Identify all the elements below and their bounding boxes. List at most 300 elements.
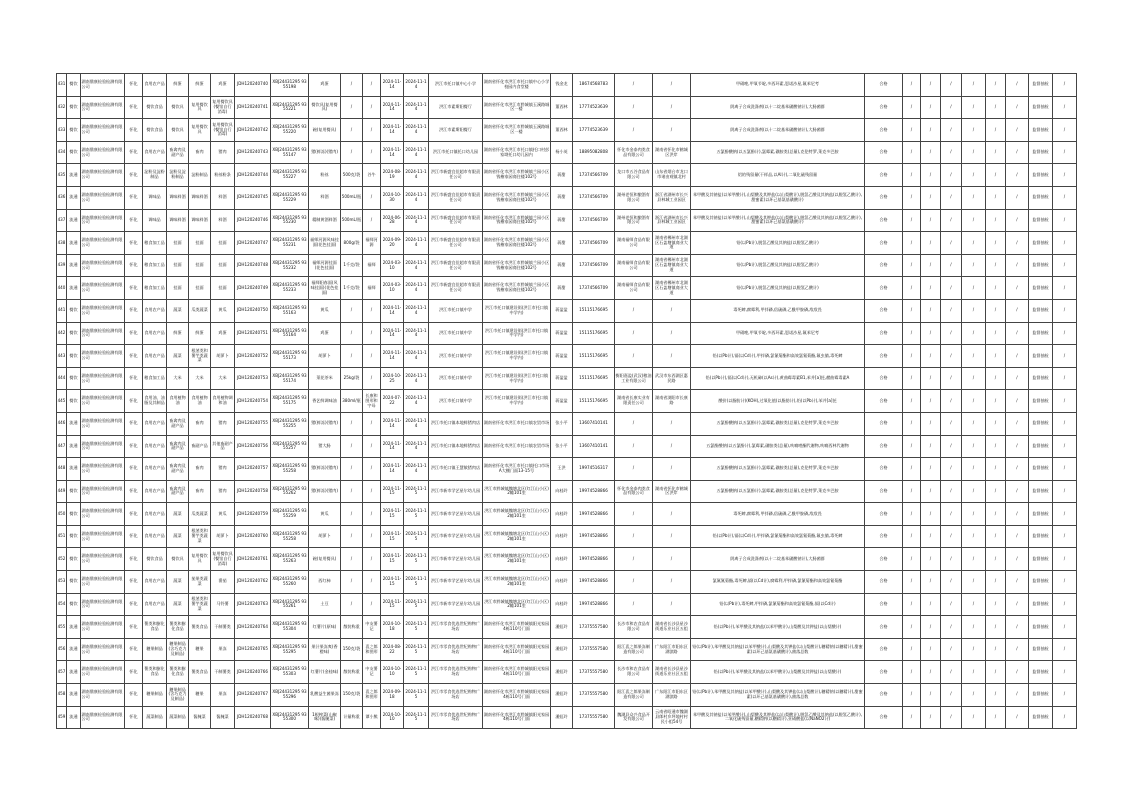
cell-cat2: 蔬菜 bbox=[167, 593, 189, 616]
cell-mfr_addr: 浙江省湖州市长兴县林城工业园区 bbox=[653, 209, 691, 232]
cell-domain: 餐饮 bbox=[67, 345, 81, 368]
cell-cat2: 挂面 bbox=[167, 277, 189, 300]
cell-c29: 监督抽检 bbox=[1029, 232, 1053, 255]
cell-seller_name: 洪江市托口镇王慧敏猪肉店 bbox=[429, 458, 483, 481]
cell-seller_addr: 湖南省怀化市洪江市托口镇农贸市场 bbox=[483, 435, 551, 458]
cell-items: 甲硝唑,甲氧苄啶,多西环素,恩诺沙星,氟苯尼考 bbox=[691, 74, 865, 97]
cell-c28: / bbox=[1006, 345, 1029, 368]
cell-domain: 餐饮 bbox=[67, 480, 81, 503]
cell-result: 合格 bbox=[865, 277, 903, 300]
cell-c28: / bbox=[1006, 638, 1029, 661]
cell-name: 猪肉 bbox=[211, 480, 235, 503]
cell-cat1: 食用农产品 bbox=[143, 74, 167, 97]
cell-cat1: 餐饮食品 bbox=[143, 119, 167, 142]
cell-seller_name: 洪江市素斯阳餐厅 bbox=[429, 96, 483, 119]
cell-spec: 散装称重 bbox=[341, 661, 363, 684]
cell-cat2: 糖果制品(含巧克力及制品) bbox=[167, 638, 189, 661]
cell-task_no: JDH120240766 bbox=[235, 661, 271, 684]
cell-mfr_addr: / bbox=[653, 345, 691, 368]
cell-company: 湖南鼎康检验检测有限公司 bbox=[81, 548, 125, 571]
cell-sample_no: XBJ24431295 9355304 bbox=[271, 616, 309, 639]
cell-phone: 19974528866 bbox=[573, 548, 615, 571]
cell-mfr_addr: 湖南省怀化市鹤城区洪岸 bbox=[653, 141, 691, 164]
cell-items: 阴离子合成洗涤剂(以十二烷基苯磺酸钠计),大肠菌群 bbox=[691, 96, 865, 119]
cell-spec: / bbox=[341, 480, 363, 503]
cell-sample_name: 果汁果冻爽(香橙味) bbox=[309, 638, 341, 661]
cell-contact: 王洪 bbox=[551, 458, 573, 481]
cell-company: 湖南鼎康检验检测有限公司 bbox=[81, 254, 125, 277]
cell-phone: 17375557580 bbox=[573, 661, 615, 684]
cell-c28: / bbox=[1006, 661, 1029, 684]
cell-c29: 监督抽检 bbox=[1029, 435, 1053, 458]
cell-spec: / bbox=[341, 96, 363, 119]
cell-items: 酸价(以脂肪计)(KOH),过氧化值(以脂肪计),铅(以Pb计),苯并[a]芘 bbox=[691, 390, 865, 413]
cell-sample_name: 福师阳春面(风味挂面)(花色挂面) bbox=[309, 277, 341, 300]
cell-phone: 19974528866 bbox=[573, 525, 615, 548]
cell-items: 铅(以Pb计),镉(以Cd计),甲拌磷,氯氰菊酯和高效氯氰菊酯,氟虫腈,毒死蜱 bbox=[691, 525, 865, 548]
cell-mfr_name: / bbox=[615, 96, 653, 119]
table-row bbox=[57, 299, 1077, 322]
cell-contact: 向桂玲 bbox=[551, 503, 573, 526]
cell-phone: 17374566709 bbox=[573, 277, 615, 300]
cell-contact: 潘虹玲 bbox=[551, 706, 573, 729]
table-row bbox=[57, 706, 1077, 729]
table-row bbox=[57, 277, 1077, 300]
cell-spec: / bbox=[341, 299, 363, 322]
cell-company: 湖南鼎康检验检测有限公司 bbox=[81, 593, 125, 616]
cell-mfr_name: 阳江喜之郎果冻制造有限公司 bbox=[615, 684, 653, 707]
cell-c24: / bbox=[921, 254, 941, 277]
cell-sampler: 怀化 bbox=[125, 503, 143, 526]
cell-check_date: 2024-11-14 bbox=[404, 412, 429, 435]
cell-c28: / bbox=[1006, 571, 1029, 594]
cell-sample_name: 鸡蛋 bbox=[309, 74, 341, 97]
cell-prod_date: 2024-10-30 bbox=[381, 186, 404, 209]
cell-cat2: 淀粉及淀粉制品 bbox=[167, 164, 189, 187]
cell-spec: 散装称重 bbox=[341, 616, 363, 639]
cell-contact: 蒋甜 bbox=[551, 209, 573, 232]
cell-items: 铅(以Pb计),苯甲酸及其钠盐(以苯甲酸计),山梨酸及其钾盐(以山梨酸计),糖精钠(以糖精计),甜蜜素(以环己基氨基磺酸计),菌落总数 bbox=[691, 638, 865, 661]
cell-cat2: 餐饮具 bbox=[167, 96, 189, 119]
cell-domain: 餐饮 bbox=[67, 322, 81, 345]
cell-sample_no: XBJ24431295 9355232 bbox=[271, 254, 309, 277]
cell-domain: 餐饮 bbox=[67, 96, 81, 119]
cell-c27: / bbox=[986, 254, 1006, 277]
cell-c30: / bbox=[1053, 525, 1077, 548]
cell-cat1: 食用农产品 bbox=[143, 299, 167, 322]
cell-name: 挂面 bbox=[211, 277, 235, 300]
cell-seq: 456 bbox=[57, 638, 67, 661]
cell-cat1: 调味品 bbox=[143, 186, 167, 209]
table-row bbox=[57, 661, 1077, 684]
cell-sample_name: 碗(复用餐具) bbox=[309, 548, 341, 571]
cell-domain: 餐饮 bbox=[67, 367, 81, 390]
cell-company: 湖南鼎康检验检测有限公司 bbox=[81, 684, 125, 707]
cell-items: 铅(以Pb计),脱氢乙酸及其钠盐(以脱氢乙酸计) bbox=[691, 277, 865, 300]
cell-domain: 流通 bbox=[67, 277, 81, 300]
cell-seller_name: 洪江市新盛宜佳超市有限责任公司 bbox=[429, 232, 483, 255]
cell-c24: / bbox=[921, 458, 941, 481]
cell-c25: / bbox=[941, 119, 962, 142]
cell-sample_name: 黄瓜 bbox=[309, 503, 341, 526]
cell-prod_date: 2024-11-14 bbox=[381, 299, 404, 322]
table-row bbox=[57, 458, 1077, 481]
cell-sampler: 怀化 bbox=[125, 412, 143, 435]
cell-mfr_name: / bbox=[615, 503, 653, 526]
cell-phone: 17374566709 bbox=[573, 254, 615, 277]
cell-c24: / bbox=[921, 390, 941, 413]
cell-spec: / bbox=[341, 458, 363, 481]
cell-seller_name: 洪江市零食优选世纪购物广场店 bbox=[429, 684, 483, 707]
cell-c28: / bbox=[1006, 480, 1029, 503]
cell-check_date: 2024-11-14 bbox=[404, 232, 429, 255]
cell-sampler: 怀化 bbox=[125, 322, 143, 345]
cell-prod_date: 2024-11-14 bbox=[381, 141, 404, 164]
cell-c23: / bbox=[903, 661, 921, 684]
cell-c24: / bbox=[921, 661, 941, 684]
cell-result: 合格 bbox=[865, 299, 903, 322]
cell-seq: 440 bbox=[57, 277, 67, 300]
cell-seller_name: 洪江市新市学艺星尔幼儿园 bbox=[429, 525, 483, 548]
cell-mfr_name: / bbox=[615, 458, 653, 481]
cell-sample_no: XBJ24431295 9355260 bbox=[271, 571, 309, 594]
cell-seller_name: 洪江市托口镇中学 bbox=[429, 345, 483, 368]
cell-result: 合格 bbox=[865, 616, 903, 639]
cell-sampler: 怀化 bbox=[125, 277, 143, 300]
cell-task_no: JDH120240765 bbox=[235, 638, 271, 661]
cell-result: 合格 bbox=[865, 322, 903, 345]
cell-sample_no: XBJ24431295 9355257 bbox=[271, 435, 309, 458]
cell-c28: / bbox=[1006, 412, 1029, 435]
cell-c30: / bbox=[1053, 593, 1077, 616]
cell-sample_no: XBJ24431295 9355255 bbox=[271, 412, 309, 435]
cell-cat3: 畜肉 bbox=[189, 480, 211, 503]
cell-c25: / bbox=[941, 209, 962, 232]
cell-seller_addr: 湖南省怀化市洪江市黔城镇阳光家园4栋110号门面 bbox=[483, 616, 551, 639]
cell-brand: 福师河源 bbox=[363, 232, 381, 255]
cell-result: 合格 bbox=[865, 458, 903, 481]
cell-mfr_addr: 湖南省郴州市北湖区石盖塘镇商业大道 bbox=[653, 277, 691, 300]
cell-result: 合格 bbox=[865, 548, 903, 571]
cell-task_no: JDH120240763 bbox=[235, 593, 271, 616]
cell-seq: 458 bbox=[57, 684, 67, 707]
cell-mfr_name: 长沙市和农食品有限公司 bbox=[615, 616, 653, 639]
cell-brand: 谷牛 bbox=[363, 164, 381, 187]
cell-result: 合格 bbox=[865, 412, 903, 435]
cell-seller_addr: 洪江市黔城镇魏塘北区(红江山小区)2幢101室 bbox=[483, 571, 551, 594]
cell-items: 五氯酚酸钠(以五氯酚计),氯霉素,磺胺类(总量),克伦特罗,莱克多巴胺 bbox=[691, 480, 865, 503]
cell-cat1: 糖果制品 bbox=[143, 638, 167, 661]
cell-brand: 福师 bbox=[363, 277, 381, 300]
cell-mfr_name: / bbox=[615, 548, 653, 571]
cell-result: 合格 bbox=[865, 141, 903, 164]
cell-brand: / bbox=[363, 322, 381, 345]
cell-mfr_name: 阳江喜之郎果冻制造有限公司 bbox=[615, 638, 653, 661]
cell-phone: 13607410141 bbox=[573, 435, 615, 458]
cell-task_no: JDH120240752 bbox=[235, 345, 271, 368]
cell-task_no: JDH120240745 bbox=[235, 186, 271, 209]
cell-c23: / bbox=[903, 96, 921, 119]
cell-c26: / bbox=[962, 322, 986, 345]
cell-company: 湖南鼎康检验检测有限公司 bbox=[81, 435, 125, 458]
cell-sample_name: 猪大肠 bbox=[309, 435, 341, 458]
cell-phone: 19974516317 bbox=[573, 458, 615, 481]
cell-result: 合格 bbox=[865, 706, 903, 729]
cell-c27: / bbox=[986, 684, 1006, 707]
cell-result: 合格 bbox=[865, 435, 903, 458]
cell-sample_no: XBJ24431295 9355174 bbox=[271, 367, 309, 390]
cell-items: 铅(以Pb计),镉(以Cd计),无机砷(以As计),黄曲霉毒素B1,苯并[a]芘,赭曲霉毒素A bbox=[691, 367, 865, 390]
cell-c27: / bbox=[986, 277, 1006, 300]
cell-seller_addr: 湖南省怀化市洪江市黔城镇阳光家园4栋110号门面 bbox=[483, 638, 551, 661]
cell-c27: / bbox=[986, 299, 1006, 322]
cell-c24: / bbox=[921, 638, 941, 661]
cell-name: 复用餐饮具(餐馆自行消毒) bbox=[211, 96, 235, 119]
cell-items: 铅(以Pb计),镉(以Cd计),甲拌磷,氯氰菊酯和高效氯氰菊酯,氟虫腈,毒死蜱 bbox=[691, 345, 865, 368]
cell-seq: 431 bbox=[57, 74, 67, 97]
cell-cat1: 食用农产品 bbox=[143, 345, 167, 368]
cell-cat1: 食用农产品 bbox=[143, 503, 167, 526]
cell-domain: 餐饮 bbox=[67, 503, 81, 526]
cell-c30: / bbox=[1053, 345, 1077, 368]
cell-cat2: 调味料酒 bbox=[167, 186, 189, 209]
cell-mfr_name: / bbox=[615, 299, 653, 322]
cell-c27: / bbox=[986, 322, 1006, 345]
cell-c26: / bbox=[962, 299, 986, 322]
cell-c29: 监督抽检 bbox=[1029, 367, 1053, 390]
cell-sample_name: 猪(鲜冻)(猪肉) bbox=[309, 141, 341, 164]
cell-brand: / bbox=[363, 299, 381, 322]
cell-brand: 中友薯记 bbox=[363, 661, 381, 684]
cell-brand: / bbox=[363, 435, 381, 458]
cell-task_no: JDH120240761 bbox=[235, 548, 271, 571]
cell-contact: 向桂玲 bbox=[551, 593, 573, 616]
cell-prod_date: 2024-11-15 bbox=[381, 571, 404, 594]
cell-c24: / bbox=[921, 571, 941, 594]
cell-c26: / bbox=[962, 209, 986, 232]
cell-c24: / bbox=[921, 232, 941, 255]
cell-c29: 监督抽检 bbox=[1029, 345, 1053, 368]
cell-prod_date: 2024-06-28 bbox=[381, 209, 404, 232]
cell-name: 猪肉 bbox=[211, 412, 235, 435]
cell-spec: 500mL/瓶 bbox=[341, 186, 363, 209]
cell-c30: / bbox=[1053, 571, 1077, 594]
cell-cat1: 粮食加工品 bbox=[143, 367, 167, 390]
cell-seq: 451 bbox=[57, 525, 67, 548]
cell-task_no: JDH120240756 bbox=[235, 435, 271, 458]
cell-phone: 17374566709 bbox=[573, 164, 615, 187]
cell-items: 铅(以Pb计),毒死蜱,甲拌磷,氯氰菊酯和高效氯氰菊酯,镉(以Cd计) bbox=[691, 593, 865, 616]
cell-mfr_name: / bbox=[615, 412, 653, 435]
cell-c26: / bbox=[962, 593, 986, 616]
cell-seller_addr: 洪江市黔城镇魏塘北区(红江山小区)2幢101室 bbox=[483, 480, 551, 503]
cell-c30: / bbox=[1053, 548, 1077, 571]
cell-c26: / bbox=[962, 254, 986, 277]
cell-phone: 17375557580 bbox=[573, 706, 615, 729]
cell-c30: / bbox=[1053, 141, 1077, 164]
cell-sample_name: 莱花茶米 bbox=[309, 367, 341, 390]
cell-mfr_name: 湖南福师食品有限公司 bbox=[615, 254, 653, 277]
cell-seller_name: 洪江市零食优选世纪购物广场店 bbox=[429, 616, 483, 639]
cell-c26: / bbox=[962, 74, 986, 97]
cell-mfr_addr: / bbox=[653, 503, 691, 526]
cell-mfr_addr: 武汉市东西湖区惠民路 bbox=[653, 367, 691, 390]
cell-cat1: 食用油、油脂及其制品 bbox=[143, 390, 167, 413]
cell-seller_addr: 洪江市托口镇建设街(洪江市托口镇中学内) bbox=[483, 390, 551, 413]
cell-result: 合格 bbox=[865, 684, 903, 707]
cell-check_date: 2024-11-14 bbox=[404, 277, 429, 300]
cell-sample_name: 福师河源挂面(花色挂面) bbox=[309, 254, 341, 277]
cell-c26: / bbox=[962, 390, 986, 413]
cell-sample_name: 香艺鲜调味油 bbox=[309, 390, 341, 413]
cell-result: 合格 bbox=[865, 119, 903, 142]
table-row bbox=[57, 435, 1077, 458]
cell-sample_name: 福师河源风味挂面(花色挂面) bbox=[309, 232, 341, 255]
cell-c26: / bbox=[962, 480, 986, 503]
cell-spec: 380ml/瓶 bbox=[341, 390, 363, 413]
cell-c30: / bbox=[1053, 96, 1077, 119]
cell-check_date: 2024-11-15 bbox=[404, 706, 429, 729]
cell-cat1: 食用农产品 bbox=[143, 458, 167, 481]
cell-cat1: 粮食加工品 bbox=[143, 254, 167, 277]
cell-c27: / bbox=[986, 232, 1006, 255]
table-row bbox=[57, 503, 1077, 526]
cell-domain: 餐饮 bbox=[67, 571, 81, 594]
cell-task_no: JDH120240754 bbox=[235, 390, 271, 413]
cell-c23: / bbox=[903, 164, 921, 187]
cell-mfr_addr: 山东省烟台市龙口市诸由观镇北村 bbox=[653, 164, 691, 187]
cell-prod_date: 2024-11-15 bbox=[381, 525, 404, 548]
cell-sample_no: XBJ24431295 9355175 bbox=[271, 390, 309, 413]
cell-c25: / bbox=[941, 412, 962, 435]
cell-c24: / bbox=[921, 616, 941, 639]
cell-seller_name: 洪江市新盛宜佳超市有限责任公司 bbox=[429, 209, 483, 232]
cell-domain: 餐饮 bbox=[67, 299, 81, 322]
cell-c23: / bbox=[903, 74, 921, 97]
cell-sampler: 怀化 bbox=[125, 638, 143, 661]
cell-sample_no: XBJ24431295 9355227 bbox=[271, 164, 309, 187]
cell-name: 复用餐饮具(餐馆自行消毒) bbox=[211, 119, 235, 142]
cell-task_no: JDH120240753 bbox=[235, 367, 271, 390]
cell-seller_name: 洪江市零食优选世纪购物广场店 bbox=[429, 638, 483, 661]
cell-c28: / bbox=[1006, 458, 1029, 481]
cell-check_date: 2024-11-15 bbox=[404, 593, 429, 616]
cell-mfr_addr: / bbox=[653, 525, 691, 548]
cell-c30: / bbox=[1053, 164, 1077, 187]
cell-c25: / bbox=[941, 503, 962, 526]
cell-contact: 蒋盈盈 bbox=[551, 390, 573, 413]
cell-sample_no: XBJ24431295 9355303 bbox=[271, 661, 309, 684]
cell-seller_addr: 洪江市托口镇建设街(洪江市托口镇中学内) bbox=[483, 299, 551, 322]
cell-result: 合格 bbox=[865, 480, 903, 503]
cell-seller_name: 洪江市托口镇中学 bbox=[429, 367, 483, 390]
cell-name: 黄瓜 bbox=[211, 299, 235, 322]
cell-seller_name: 洪江市托口镇托口幼儿园 bbox=[429, 141, 483, 164]
cell-sample_name: 西红柿 bbox=[309, 571, 341, 594]
cell-c28: / bbox=[1006, 367, 1029, 390]
cell-c26: / bbox=[962, 458, 986, 481]
cell-mfr_addr: 广东阳江市阳东区湖滨路 bbox=[653, 638, 691, 661]
cell-sampler: 怀化 bbox=[125, 119, 143, 142]
cell-cat1: 薯类和膨化食品 bbox=[143, 616, 167, 639]
cell-sample_name: 粉丝 bbox=[309, 164, 341, 187]
cell-mfr_addr: 湖南省浏阳市长康路 bbox=[653, 390, 691, 413]
cell-mfr_name: / bbox=[615, 571, 653, 594]
cell-c26: / bbox=[962, 706, 986, 729]
cell-c27: / bbox=[986, 525, 1006, 548]
cell-result: 合格 bbox=[865, 209, 903, 232]
cell-company: 湖南鼎康检验检测有限公司 bbox=[81, 616, 125, 639]
cell-cat3: 薯类食品 bbox=[189, 616, 211, 639]
cell-items: 铝的残留量(干样品,以Al计),二氧化硫残留量 bbox=[691, 164, 865, 187]
cell-domain: 餐饮 bbox=[67, 119, 81, 142]
cell-cat2: 食用植物油 bbox=[167, 390, 189, 413]
cell-c29: 监督抽检 bbox=[1029, 74, 1053, 97]
cell-spec: / bbox=[341, 345, 363, 368]
cell-seq: 450 bbox=[57, 503, 67, 526]
cell-spec: / bbox=[341, 322, 363, 345]
cell-c25: / bbox=[941, 525, 962, 548]
cell-c25: / bbox=[941, 706, 962, 729]
cell-spec: / bbox=[341, 593, 363, 616]
cell-task_no: JDH120240762 bbox=[235, 571, 271, 594]
cell-mfr_name: 湖南福师食品有限公司 bbox=[615, 277, 653, 300]
cell-c27: / bbox=[986, 367, 1006, 390]
cell-sample_no: XBJ24431295 9355164 bbox=[271, 322, 309, 345]
cell-seq: 434 bbox=[57, 141, 67, 164]
cell-sample_name: 1根榨菜(山椒味)(酱腌菜) bbox=[309, 706, 341, 729]
cell-spec: 800g/袋 bbox=[341, 232, 363, 255]
cell-seller_addr: 湖南省怀化市洪江市黔城镇玉溪路城区一楼 bbox=[483, 96, 551, 119]
cell-seller_name: 洪江市零食优选世纪购物广场店 bbox=[429, 661, 483, 684]
cell-check_date: 2024-11-15 bbox=[404, 571, 429, 594]
cell-check_date: 2024-11-14 bbox=[404, 209, 429, 232]
cell-name: 挂面 bbox=[211, 254, 235, 277]
cell-c30: / bbox=[1053, 684, 1077, 707]
cell-domain: 流通 bbox=[67, 661, 81, 684]
cell-seller_name: 洪江市新盛宜佳超市有限责任公司 bbox=[429, 164, 483, 187]
cell-sampler: 怀化 bbox=[125, 367, 143, 390]
cell-sample_name: 精制黄酒料酒 bbox=[309, 209, 341, 232]
cell-prod_date: 2024-11-14 bbox=[381, 96, 404, 119]
cell-name: 胡萝卜 bbox=[211, 525, 235, 548]
cell-mfr_name: / bbox=[615, 435, 653, 458]
cell-c24: / bbox=[921, 164, 941, 187]
cell-mfr_addr: / bbox=[653, 593, 691, 616]
cell-c27: / bbox=[986, 706, 1006, 729]
cell-c25: / bbox=[941, 96, 962, 119]
cell-c27: / bbox=[986, 96, 1006, 119]
cell-name: 猪肉 bbox=[211, 141, 235, 164]
cell-mfr_addr: / bbox=[653, 119, 691, 142]
cell-contact: 董西林 bbox=[551, 96, 573, 119]
cell-items: 铅(以Pb计),苯甲酸及其钠盐(以苯甲酸计),山梨酸及其钾盐(以山梨酸计) bbox=[691, 616, 865, 639]
cell-company: 湖南鼎康检验检测有限公司 bbox=[81, 390, 125, 413]
cell-c23: / bbox=[903, 232, 921, 255]
cell-brand: / bbox=[363, 525, 381, 548]
cell-items: 阴离子合成洗涤剂(以十二烷基苯磺酸钠计),大肠菌群 bbox=[691, 548, 865, 571]
table-row bbox=[57, 322, 1077, 345]
cell-cat3: 鲜蛋 bbox=[189, 74, 211, 97]
cell-sample_name: 碗(复用餐具) bbox=[309, 119, 341, 142]
cell-domain: 流通 bbox=[67, 638, 81, 661]
cell-items: 毒死蜱,腐霉利,甲拌磷,倍硫磷,乙酰甲胺磷,敌敌畏 bbox=[691, 299, 865, 322]
cell-c24: / bbox=[921, 299, 941, 322]
cell-c28: / bbox=[1006, 74, 1029, 97]
cell-c24: / bbox=[921, 367, 941, 390]
cell-phone: 17774523639 bbox=[573, 96, 615, 119]
cell-company: 湖南鼎康检验检测有限公司 bbox=[81, 299, 125, 322]
